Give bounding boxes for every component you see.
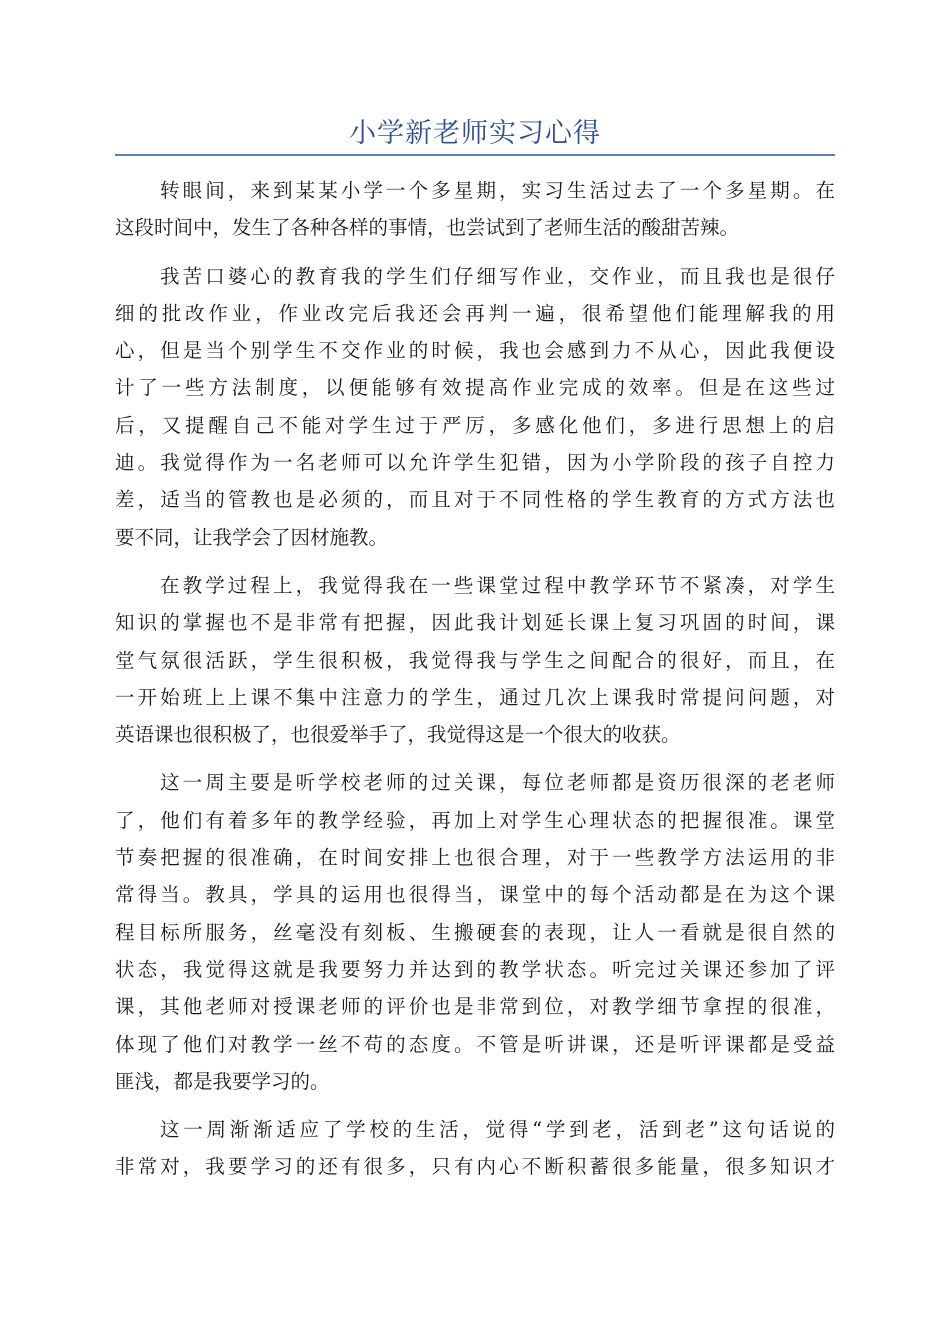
paragraph-line: 节奏把握的很准确，在时间安排上也很合理，对于一些教学方法运用的非 bbox=[115, 846, 835, 870]
paragraph bbox=[115, 258, 835, 556]
paragraph-line: 这一周渐渐适应了学校的生活，觉得“学到老，活到老”这句话说的 bbox=[160, 1118, 835, 1142]
paragraph-line: 这一周主要是听学校老师的过关课，每位老师都是资历很深的老老师 bbox=[160, 771, 835, 795]
paragraph-line: 差，适当的管教也是必须的，而且对于不同性格的学生教育的方式方法也 bbox=[115, 488, 835, 512]
paragraph bbox=[115, 172, 835, 247]
paragraph bbox=[115, 1111, 835, 1186]
paragraph-line: 细的批改作业，作业改完后我还会再判一遍，很希望他们能理解我的用 bbox=[115, 301, 835, 325]
paragraph-line: 匪浅，都是我要学习的。 bbox=[115, 1069, 330, 1093]
paragraph-line: 迪。我觉得作为一名老师可以允许学生犯错，因为小学阶段的孩子自控力 bbox=[115, 451, 835, 475]
paragraph-line: 课，其他老师对授课老师的评价也是非常到位，对教学细节拿捏的很准， bbox=[115, 995, 835, 1019]
paragraph-line: 转眼间，来到某某小学一个多星期，实习生活过去了一个多星期。在 bbox=[160, 179, 835, 202]
paragraph-line: 程目标所服务，丝毫没有刻板、生搬硬套的表现，让人一看就是很自然的 bbox=[115, 920, 835, 944]
paragraph bbox=[115, 567, 835, 753]
paragraph-line: 知识的掌握也不是非常有把握，因此我计划延长课上复习巩固的时间，课 bbox=[115, 611, 835, 635]
paragraph-line: 常得当。教具，学具的运用也很得当，课堂中的每个活动都是在为这个课 bbox=[115, 883, 835, 907]
paragraph bbox=[115, 764, 835, 1100]
paragraph-line: 堂气氛很活跃，学生很积极，我觉得我与学生之间配合的很好，而且，在 bbox=[115, 648, 835, 672]
document-title: 小学新老师实习心得 bbox=[349, 118, 601, 149]
paragraph-line: 状态，我觉得这就是我要努力并达到的教学状态。听完过关课还参加了评 bbox=[115, 957, 835, 981]
paragraph-line: 非常对，我要学习的还有很多，只有内心不断积蓄很多能量，很多知识才 bbox=[115, 1155, 835, 1179]
paragraph-line: 要不同，让我学会了因材施教。 bbox=[115, 525, 389, 549]
paragraph-line: 体现了他们对教学一丝不苟的态度。不管是听讲课，还是听评课都是受益 bbox=[115, 1032, 835, 1056]
title-underline bbox=[115, 154, 835, 156]
paragraph-line: 后，又提醒自己不能对学生过于严厉，多感化他们，多进行思想上的启 bbox=[115, 413, 835, 437]
paragraph-line: 我苦口婆心的教育我的学生们仔细写作业，交作业，而且我也是很仔 bbox=[160, 264, 835, 288]
paragraph-line: 英语课也很积极了，也很爱举手了，我觉得这是一个很大的收获。 bbox=[115, 723, 681, 747]
paragraph-line: 一开始班上上课不集中注意力的学生，通过几次上课我时常提问问题，对 bbox=[115, 685, 835, 709]
paragraph-line: 在教学过程上，我觉得我在一些课堂过程中教学环节不紧凑，对学生 bbox=[160, 573, 835, 597]
paragraph-line: 计了一些方法制度，以便能够有效提高作业完成的效率。但是在这些过 bbox=[115, 376, 835, 400]
paragraph-line: 心，但是当个别学生不交作业的时候，我也会感到力不从心，因此我便设 bbox=[115, 339, 835, 363]
paragraph-line: 这段时间中，发生了各种各样的事情，也尝试到了老师生活的酸甜苦辣。 bbox=[115, 216, 740, 240]
document-body bbox=[115, 172, 835, 1197]
paragraph-line: 了，他们有着多年的教学经验，再加上对学生心理状态的把握很准。课堂 bbox=[115, 808, 835, 832]
